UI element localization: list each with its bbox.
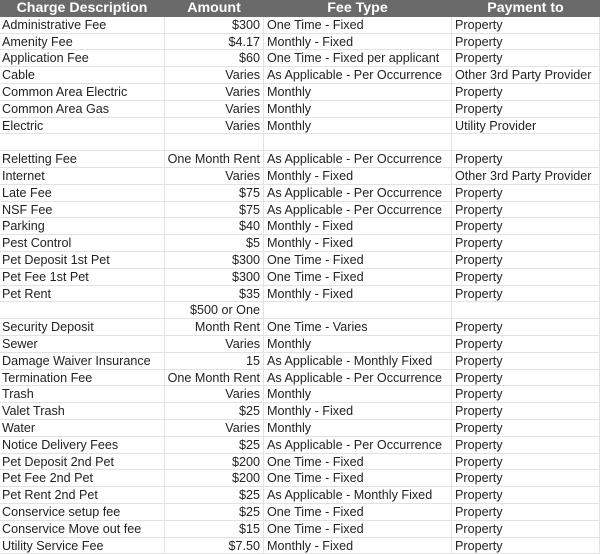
header-amount: Amount	[165, 0, 264, 17]
cell-amount: $40	[165, 218, 264, 235]
cell-fee-type: Monthly	[264, 101, 452, 118]
cell-payment-to: Property	[452, 538, 600, 554]
cell-fee-type: Monthly	[264, 84, 452, 101]
cell-charge-description: Valet Trash	[0, 403, 165, 420]
cell-fee-type: Monthly	[264, 420, 452, 437]
cell-charge-description: Termination Fee	[0, 370, 165, 387]
cell-charge-description: Cable	[0, 67, 165, 84]
cell-fee-type: As Applicable - Per Occurrence	[264, 202, 452, 219]
cell-payment-to: Property	[452, 487, 600, 504]
cell-amount: $75	[165, 185, 264, 202]
cell-payment-to: Property	[452, 420, 600, 437]
cell-amount: $300	[165, 252, 264, 269]
cell-charge-description: Application Fee	[0, 50, 165, 67]
cell-charge-description: Electric	[0, 118, 165, 135]
cell-charge-description: Pet Rent 2nd Pet	[0, 487, 165, 504]
cell-amount: $7.50	[165, 538, 264, 554]
cell-amount: Varies	[165, 101, 264, 118]
cell-fee-type: One Time - Fixed per applicant	[264, 50, 452, 67]
cell-fee-type: Monthly - Fixed	[264, 218, 452, 235]
cell-charge-description: Pet Fee 2nd Pet	[0, 470, 165, 487]
cell-fee-type: As Applicable - Per Occurrence	[264, 185, 452, 202]
cell-amount: One Month Rent	[165, 151, 264, 168]
cell-amount: $15	[165, 521, 264, 538]
cell-charge-description: Utility Service Fee	[0, 538, 165, 554]
cell-payment-to: Property	[452, 252, 600, 269]
cell-charge-description: Common Area Electric	[0, 84, 165, 101]
cell-payment-to: Property	[452, 470, 600, 487]
cell-payment-to: Other 3rd Party Provider	[452, 67, 600, 84]
cell-fee-type: As Applicable - Per Occurrence	[264, 370, 452, 387]
cell-amount: $200	[165, 454, 264, 471]
cell-payment-to: Other 3rd Party Provider	[452, 168, 600, 185]
cell-amount: Varies	[165, 336, 264, 353]
cell-charge-description: Pest Control	[0, 235, 165, 252]
cell-amount: $25	[165, 487, 264, 504]
cell-charge-description: Conservice setup fee	[0, 504, 165, 521]
cell-payment-to: Property	[452, 286, 600, 303]
cell-fee-type: As Applicable - Monthly Fixed	[264, 487, 452, 504]
cell-payment-to: Property	[452, 521, 600, 538]
cell-amount: $200	[165, 470, 264, 487]
cell-amount: Varies	[165, 118, 264, 135]
cell-charge-description: Administrative Fee	[0, 17, 165, 34]
cell-fee-type: Monthly - Fixed	[264, 168, 452, 185]
header-payment-to: Payment to	[452, 0, 600, 17]
cell-amount	[165, 134, 264, 151]
cell-amount: $5	[165, 235, 264, 252]
cell-amount: Varies	[165, 420, 264, 437]
cell-payment-to: Property	[452, 504, 600, 521]
header-fee-type: Fee Type	[264, 0, 452, 17]
cell-charge-description: Damage Waiver Insurance	[0, 353, 165, 370]
cell-fee-type: Monthly - Fixed	[264, 34, 452, 51]
cell-charge-description: Pet Fee 1st Pet	[0, 269, 165, 286]
cell-fee-type: As Applicable - Monthly Fixed	[264, 353, 452, 370]
cell-payment-to: Property	[452, 202, 600, 219]
cell-amount: $35	[165, 286, 264, 303]
cell-amount: $4.17	[165, 34, 264, 51]
cell-fee-type: Monthly - Fixed	[264, 286, 452, 303]
cell-payment-to	[452, 302, 600, 319]
cell-fee-type: One Time - Fixed	[264, 454, 452, 471]
cell-amount: $25	[165, 504, 264, 521]
cell-charge-description: Amenity Fee	[0, 34, 165, 51]
cell-amount: Varies	[165, 168, 264, 185]
cell-payment-to: Property	[452, 17, 600, 34]
cell-amount: $25	[165, 437, 264, 454]
cell-charge-description: Internet	[0, 168, 165, 185]
header-charge-description: Charge Description	[0, 0, 165, 17]
cell-payment-to: Property	[452, 437, 600, 454]
cell-payment-to: Property	[452, 84, 600, 101]
cell-fee-type: One Time - Fixed	[264, 252, 452, 269]
cell-payment-to: Property	[452, 218, 600, 235]
cell-charge-description: Security Deposit	[0, 319, 165, 336]
cell-amount: $75	[165, 202, 264, 219]
cell-payment-to: Property	[452, 101, 600, 118]
cell-payment-to: Property	[452, 370, 600, 387]
cell-charge-description: Pet Deposit 2nd Pet	[0, 454, 165, 471]
cell-payment-to: Property	[452, 34, 600, 51]
cell-charge-description: NSF Fee	[0, 202, 165, 219]
cell-payment-to: Property	[452, 319, 600, 336]
cell-fee-type: One Time - Fixed	[264, 504, 452, 521]
cell-charge-description: Pet Deposit 1st Pet	[0, 252, 165, 269]
cell-amount: $60	[165, 50, 264, 67]
cell-amount: Month Rent	[165, 319, 264, 336]
cell-charge-description: Notice Delivery Fees	[0, 437, 165, 454]
cell-payment-to: Property	[452, 403, 600, 420]
cell-fee-type: One Time - Varies	[264, 319, 452, 336]
cell-payment-to	[452, 134, 600, 151]
cell-payment-to: Property	[452, 185, 600, 202]
cell-charge-description: Water	[0, 420, 165, 437]
cell-payment-to: Property	[452, 386, 600, 403]
cell-amount: 15	[165, 353, 264, 370]
cell-charge-description: Common Area Gas	[0, 101, 165, 118]
cell-charge-description: Late Fee	[0, 185, 165, 202]
cell-fee-type: One Time - Fixed	[264, 470, 452, 487]
cell-fee-type: Monthly	[264, 118, 452, 135]
cell-payment-to: Property	[452, 353, 600, 370]
cell-fee-type: As Applicable - Per Occurrence	[264, 151, 452, 168]
cell-payment-to: Property	[452, 151, 600, 168]
cell-charge-description	[0, 134, 165, 151]
cell-fee-type: Monthly - Fixed	[264, 538, 452, 554]
cell-fee-type: One Time - Fixed	[264, 269, 452, 286]
cell-fee-type: As Applicable - Per Occurrence	[264, 437, 452, 454]
cell-fee-type: Monthly	[264, 386, 452, 403]
cell-fee-type	[264, 302, 452, 319]
cell-amount: $300	[165, 17, 264, 34]
cell-charge-description: Pet Rent	[0, 286, 165, 303]
cell-fee-type: Monthly - Fixed	[264, 403, 452, 420]
cell-fee-type	[264, 134, 452, 151]
cell-charge-description: Sewer	[0, 336, 165, 353]
cell-fee-type: Monthly	[264, 336, 452, 353]
cell-fee-type: One Time - Fixed	[264, 521, 452, 538]
cell-payment-to: Property	[452, 50, 600, 67]
cell-fee-type: As Applicable - Per Occurrence	[264, 67, 452, 84]
cell-charge-description: Trash	[0, 386, 165, 403]
cell-charge-description: Reletting Fee	[0, 151, 165, 168]
cell-payment-to: Utility Provider	[452, 118, 600, 135]
cell-amount: $500 or One	[165, 302, 264, 319]
cell-charge-description: Parking	[0, 218, 165, 235]
cell-amount: Varies	[165, 386, 264, 403]
cell-payment-to: Property	[452, 336, 600, 353]
cell-payment-to: Property	[452, 269, 600, 286]
cell-payment-to: Property	[452, 454, 600, 471]
cell-charge-description: Conservice Move out fee	[0, 521, 165, 538]
cell-fee-type: One Time - Fixed	[264, 17, 452, 34]
cell-amount: $300	[165, 269, 264, 286]
cell-payment-to: Property	[452, 235, 600, 252]
cell-fee-type: Monthly - Fixed	[264, 235, 452, 252]
cell-amount: One Month Rent	[165, 370, 264, 387]
cell-charge-description	[0, 302, 165, 319]
cell-amount: Varies	[165, 84, 264, 101]
cell-amount: $25	[165, 403, 264, 420]
cell-amount: Varies	[165, 67, 264, 84]
